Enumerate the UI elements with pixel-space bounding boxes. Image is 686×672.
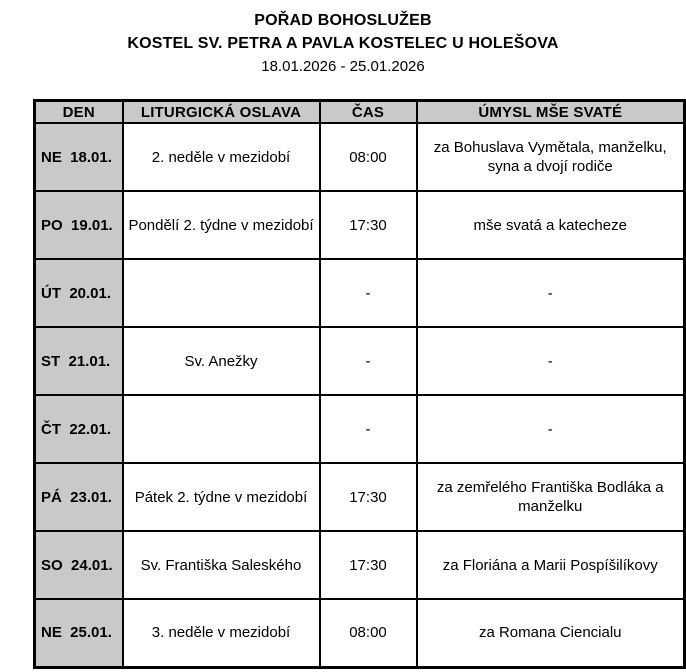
celebration-cell: Pátek 2. týdne v mezidobí xyxy=(123,463,320,531)
time-cell: - xyxy=(320,395,417,463)
celebration-cell: Sv. Františka Saleského xyxy=(123,531,320,599)
time-cell: - xyxy=(320,327,417,395)
column-header-oslava: LITURGICKÁ OSLAVA xyxy=(123,101,320,124)
intention-cell: za Bohuslava Vymětala, manželku, syna a dvojí rodiče xyxy=(417,123,685,191)
celebration-cell: 3. neděle v mezidobí xyxy=(123,599,320,667)
column-header-umysl: ÚMYSL MŠE SVATÉ xyxy=(417,101,685,124)
time-cell: 17:30 xyxy=(320,463,417,531)
celebration-cell xyxy=(123,259,320,327)
church-name: KOSTEL SV. PETRA A PAVLA KOSTELEC U HOLEŠOVA xyxy=(127,35,559,52)
table-row xyxy=(35,395,685,463)
table-row xyxy=(35,191,685,259)
celebration-cell: Pondělí 2. týdne v mezidobí xyxy=(123,191,320,259)
day-cell: SO 24.01. xyxy=(35,531,123,599)
time-cell: 17:30 xyxy=(320,191,417,259)
intention-cell: - xyxy=(417,395,685,463)
time-cell: 08:00 xyxy=(320,123,417,191)
time-cell: 17:30 xyxy=(320,531,417,599)
column-header-den: DEN xyxy=(35,101,123,124)
table-row xyxy=(35,327,685,395)
day-cell: NE 18.01. xyxy=(35,123,123,191)
day-cell: ST 21.01. xyxy=(35,327,123,395)
table-row xyxy=(35,531,685,599)
celebration-cell xyxy=(123,395,320,463)
schedule-table xyxy=(33,99,686,669)
date-range: 18.01.2026 - 25.01.2026 xyxy=(261,58,425,75)
intention-cell: - xyxy=(417,327,685,395)
page-title: POŘAD BOHOSLUŽEB xyxy=(254,12,432,29)
header-row xyxy=(35,101,685,124)
intention-cell: - xyxy=(417,259,685,327)
time-cell: - xyxy=(320,259,417,327)
celebration-cell: Sv. Anežky xyxy=(123,327,320,395)
day-cell: NE 25.01. xyxy=(35,599,123,667)
table-row xyxy=(35,123,685,191)
table-row xyxy=(35,599,685,667)
day-cell: ČT 22.01. xyxy=(35,395,123,463)
celebration-cell: 2. neděle v mezidobí xyxy=(123,123,320,191)
column-header-cas: ČAS xyxy=(320,101,417,124)
document-header xyxy=(0,0,686,77)
intention-cell: za zemřelého Františka Bodláka a manželku xyxy=(417,463,685,531)
schedule-body xyxy=(35,123,685,667)
table-row xyxy=(35,463,685,531)
intention-cell: mše svatá a katecheze xyxy=(417,191,685,259)
intention-cell: za Romana Ciencialu xyxy=(417,599,685,667)
day-cell: ÚT 20.01. xyxy=(35,259,123,327)
intention-cell: za Floriána a Marii Pospíšilíkovy xyxy=(417,531,685,599)
day-cell: PÁ 23.01. xyxy=(35,463,123,531)
table-row xyxy=(35,259,685,327)
day-cell: PO 19.01. xyxy=(35,191,123,259)
time-cell: 08:00 xyxy=(320,599,417,667)
